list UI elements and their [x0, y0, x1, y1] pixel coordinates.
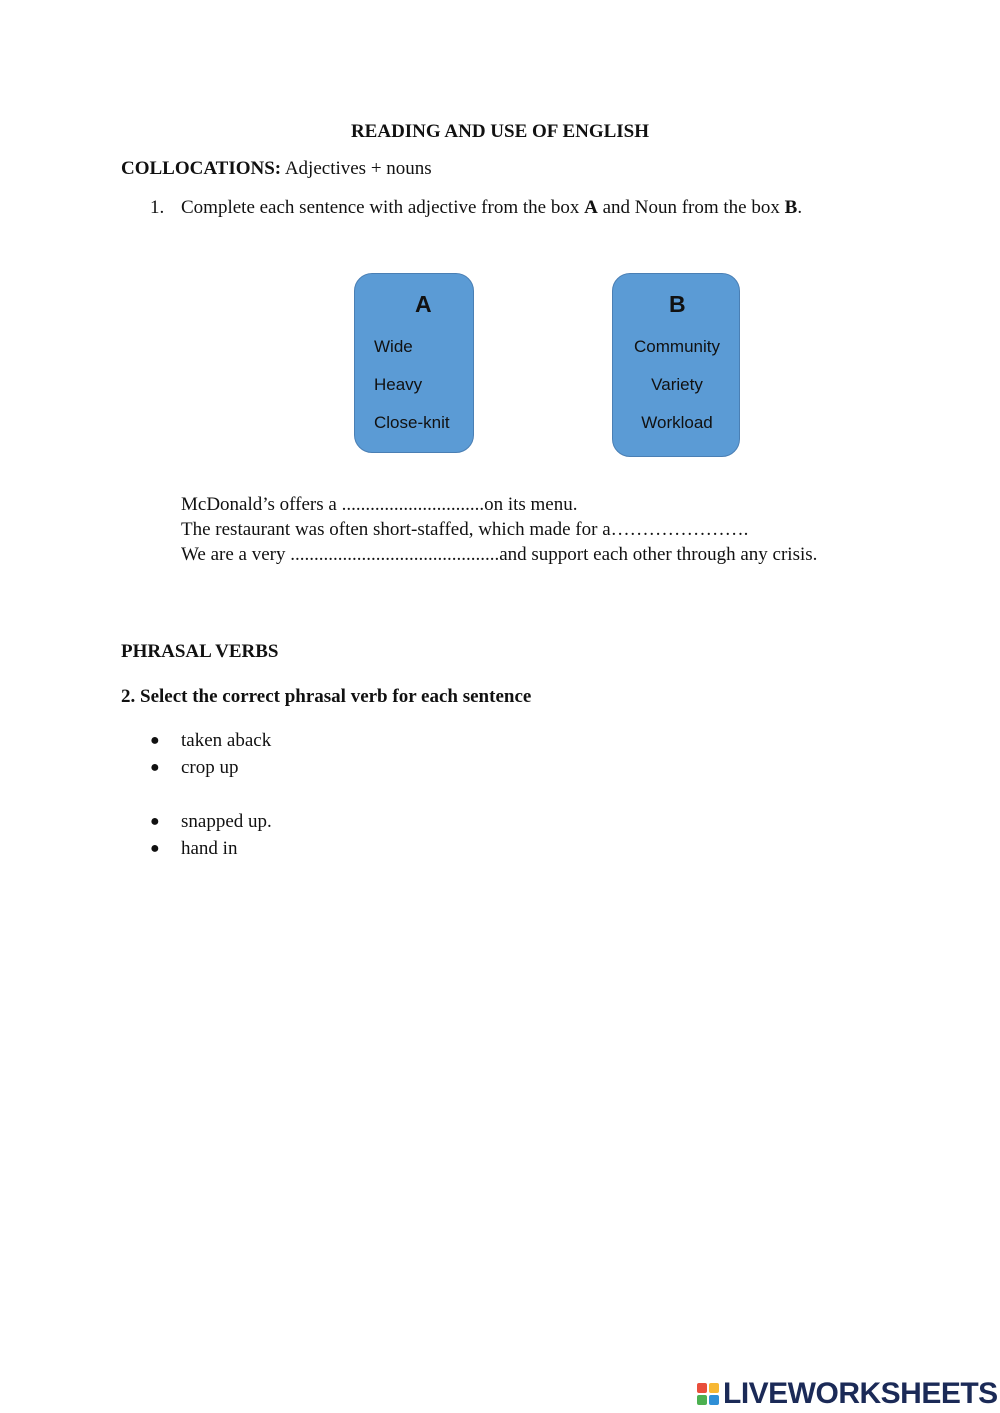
sentence-2: The restaurant was often short-staffed, which made for a…………………. [181, 519, 749, 540]
option-item: snapped up. [181, 811, 272, 832]
bullet-icon: ● [150, 813, 160, 830]
liveworksheets-logo[interactable] [697, 1377, 998, 1411]
box-a-heading: A [415, 291, 432, 317]
bullet-icon: ● [150, 759, 160, 776]
page-title: READING AND USE OF ENGLISH [350, 121, 650, 142]
option-item: hand in [181, 838, 238, 859]
instruction-text-end: . [797, 197, 803, 218]
sentence-1: McDonald’s offers a ..............................on its menu. [181, 494, 578, 515]
logo-square [697, 1383, 707, 1393]
exercise1-instruction [150, 197, 802, 219]
bullet-icon: ● [150, 840, 160, 857]
box-a-adjectives [354, 273, 474, 453]
sentence-3: We are a very ............................................and support each other through any crisis. [181, 544, 818, 565]
collocations-label: COLLOCATIONS: [121, 158, 282, 179]
logo-square [709, 1383, 719, 1393]
option-item: crop up [181, 757, 239, 778]
collocations-subtitle: Adjectives + nouns [281, 158, 432, 179]
liveworksheets-logo-icon [697, 1383, 719, 1405]
box-a-reference: A [584, 197, 598, 218]
box-b-heading: B [669, 291, 686, 317]
phrasal-verbs-heading: PHRASAL VERBS [121, 641, 279, 662]
collocations-heading [121, 158, 432, 180]
logo-text: LIVEWORKSHEETS [723, 1377, 998, 1410]
box-a-item: Close-knit [374, 413, 450, 432]
exercise1-number: 1. [150, 197, 165, 218]
exercise2-instruction: 2. Select the correct phrasal verb for each sentence [121, 686, 532, 707]
bullet-icon: ● [150, 732, 160, 749]
box-b-nouns [612, 273, 740, 457]
box-b-reference: B [784, 197, 798, 218]
instruction-text-1: Complete each sentence with adjective from the box [181, 197, 585, 218]
box-b-item: Workload [641, 413, 713, 432]
option-item: taken aback [181, 730, 272, 751]
box-a-item: Heavy [374, 375, 423, 394]
box-a-item: Wide [374, 337, 413, 356]
logo-square [709, 1395, 719, 1405]
box-b-item: Community [634, 337, 720, 356]
logo-square [697, 1395, 707, 1405]
instruction-text-2: and Noun from the box [597, 197, 785, 218]
box-b-item: Variety [651, 375, 703, 394]
